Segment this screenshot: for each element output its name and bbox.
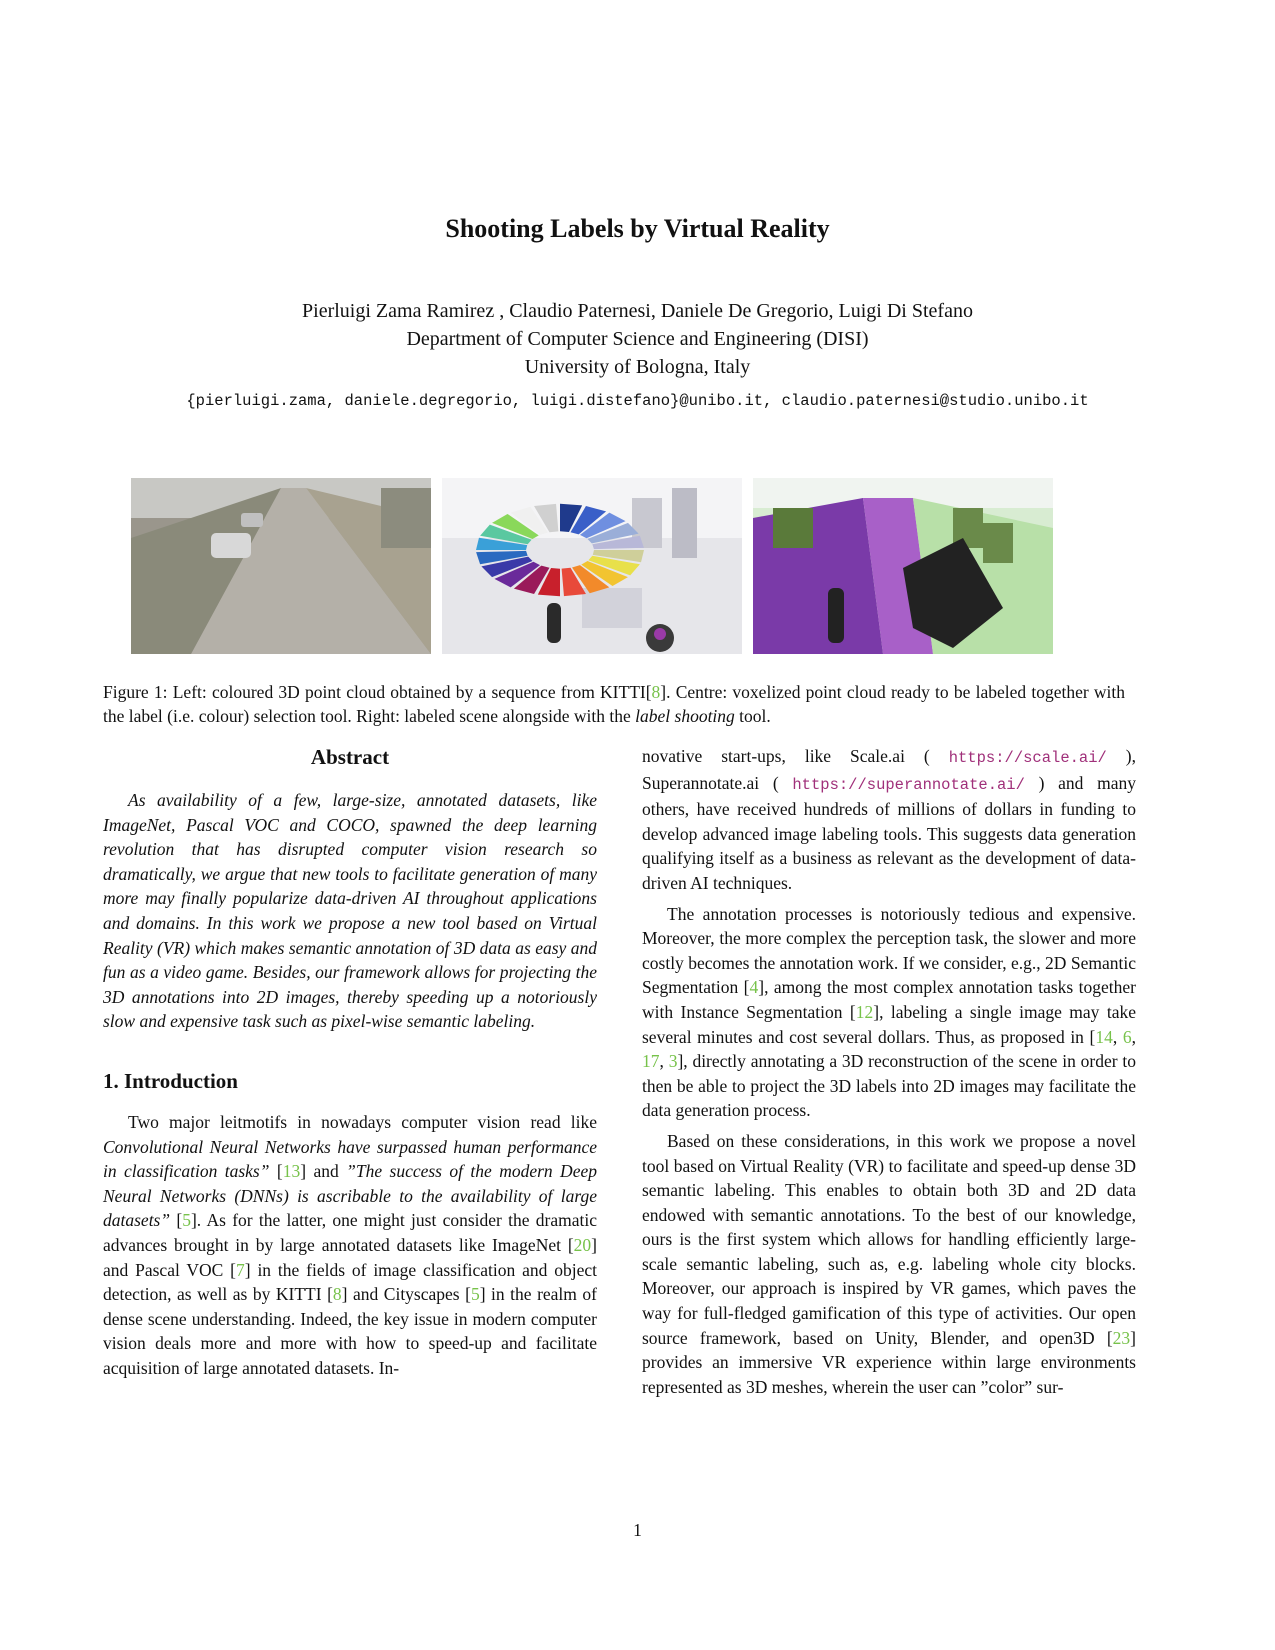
- citation-link[interactable]: 6: [1122, 1026, 1132, 1047]
- page-number: 1: [633, 1520, 642, 1540]
- citation-link[interactable]: 7: [236, 1259, 245, 1280]
- citation-link[interactable]: 8: [332, 1284, 342, 1305]
- right-column: [642, 744, 1136, 1405]
- citation-link[interactable]: 20: [573, 1234, 592, 1255]
- introduction-heading: 1. Introduction: [103, 1068, 238, 1093]
- intro-paragraph-3: Based on these considerations, in this work we propose a novel tool based on Virtual Reality (VR) to facilitate and speed-up dense 3D semantic labeling. This enables to obtain both 3D and 2D data endowed with semantic annotations. To the best of our knowledge, ours is the first system which allows for handling efficiently large-scale semantic labeling, such as, e.g. labeling whole city blocks. Moreover, our approach is inspired by VR games, which paves the way for full-fledged gamification of this type of activities. Our open source framework, based on Unity, Blender, and open3D [23] provides an immersive VR experience within large environments represented as 3D meshes, wherein the user can ”color” sur-: [642, 1130, 1136, 1397]
- abstract-heading: Abstract: [310, 745, 390, 769]
- left-column: [103, 744, 597, 1386]
- citation-link[interactable]: 23: [1112, 1327, 1131, 1348]
- figure-panel-centre: [442, 478, 742, 654]
- citation-link[interactable]: 8: [651, 682, 661, 702]
- superannotate-link[interactable]: https://superannotate.ai/: [792, 775, 1025, 794]
- intro-paragraph-1: Two major leitmotifs in nowadays computer vision read like Convolutional Neural Networks have surpassed human performance in classification tasks” [13] and ”The success of the modern Deep Neural Networks (DNNs) is ascribable to the availability of large datasets” [5]. As for the latter, one might just consider the dramatic advances brought in by large annotated datasets like ImageNet [20] and Pascal VOC [7] in the fields of image classification and object detection, as well as by KITTI [8] and Cityscapes [5] in the realm of dense scene understanding. Indeed, the key issue in modern computer vision deals more and more with how to speed-up and facilitate acquisition of large annotated datasets. In-: [103, 1111, 598, 1378]
- citation-link[interactable]: 5: [470, 1284, 480, 1305]
- citation-link[interactable]: 4: [749, 977, 759, 998]
- citation-link[interactable]: 14: [1095, 1026, 1113, 1047]
- teaser-figure: [131, 478, 1098, 654]
- intro-paragraph-2: The annotation processes is notoriously tedious and expensive. Moreover, the more complex the perception task, the slower and more costly becomes the annotation work. If we consider, e.g., 2D Semantic Segmentation [4], among the most complex annotation tasks together with Instance Segmentation [12], labeling a single image may take several minutes and cost several dollars. Thus, as proposed in [14, 6, 17, 3], directly annotating a 3D reconstruction of the scene in order to then be able to project the 3D labels into 2D images may facilitate the data generation process.: [642, 903, 1137, 1121]
- author-list: Pierluigi Zama Ramirez , Claudio Paternesi, Daniele De Gregorio, Luigi Di Stefano: [302, 300, 973, 322]
- author-emails: {pierluigi.zama, daniele.degregorio, luigi.distefano}@unibo.it, claudio.paternesi@studio.unibo.it: [186, 392, 1089, 410]
- abstract-text: As availability of a few, large-size, annotated datasets, like ImageNet, Pascal VOC and COCO, spawned the deep learning revolution that has disrupted computer vision research so dramatically, we argue that new tools to facilitate generation of many more may finally popularize data-driven AI throughout applications and domains. In this work we propose a new tool based on Virtual Reality (VR) which makes semantic annotation of 3D data as easy and fun as a video game. Besides, our framework allows for projecting the 3D annotations into 2D images, thereby speeding up a notoriously slow and expensive task such as pixel-wise semantic labeling.: [103, 790, 597, 1032]
- figure-panel-right: [753, 478, 1053, 654]
- affiliation-department: Department of Computer Science and Engineering (DISI): [406, 328, 869, 350]
- scale-ai-link[interactable]: https://scale.ai/: [948, 749, 1107, 767]
- citation-link[interactable]: 13: [282, 1161, 301, 1182]
- figure-panel-left: [131, 478, 431, 654]
- figure-caption: Figure 1: Left: coloured 3D point cloud obtained by a sequence from KITTI[8]. Centre: voxelized point cloud ready to be labeled together with the label (i.e. colour) selection tool. Right: labeled scene alongside with the label shooting tool.: [103, 682, 1125, 726]
- intro-paragraph-1-cont: novative start-ups, like Scale.ai ( https://scale.ai/ ), Superannotate.ai ( https://superannotate.ai/ ) and many others, have received hundreds of millions of dollars in funding to develop advanced image labeling tools. This suggests data generation qualifying itself as a business as relevant as the development of data-driven AI techniques.: [642, 746, 1137, 893]
- affiliation-university: University of Bologna, Italy: [524, 356, 751, 378]
- citation-link[interactable]: 5: [182, 1210, 191, 1231]
- paper-title: Shooting Labels by Virtual Reality: [445, 214, 830, 243]
- citation-link[interactable]: 3: [668, 1051, 678, 1072]
- citation-link[interactable]: 12: [855, 1001, 874, 1022]
- citation-link[interactable]: 17: [642, 1051, 660, 1072]
